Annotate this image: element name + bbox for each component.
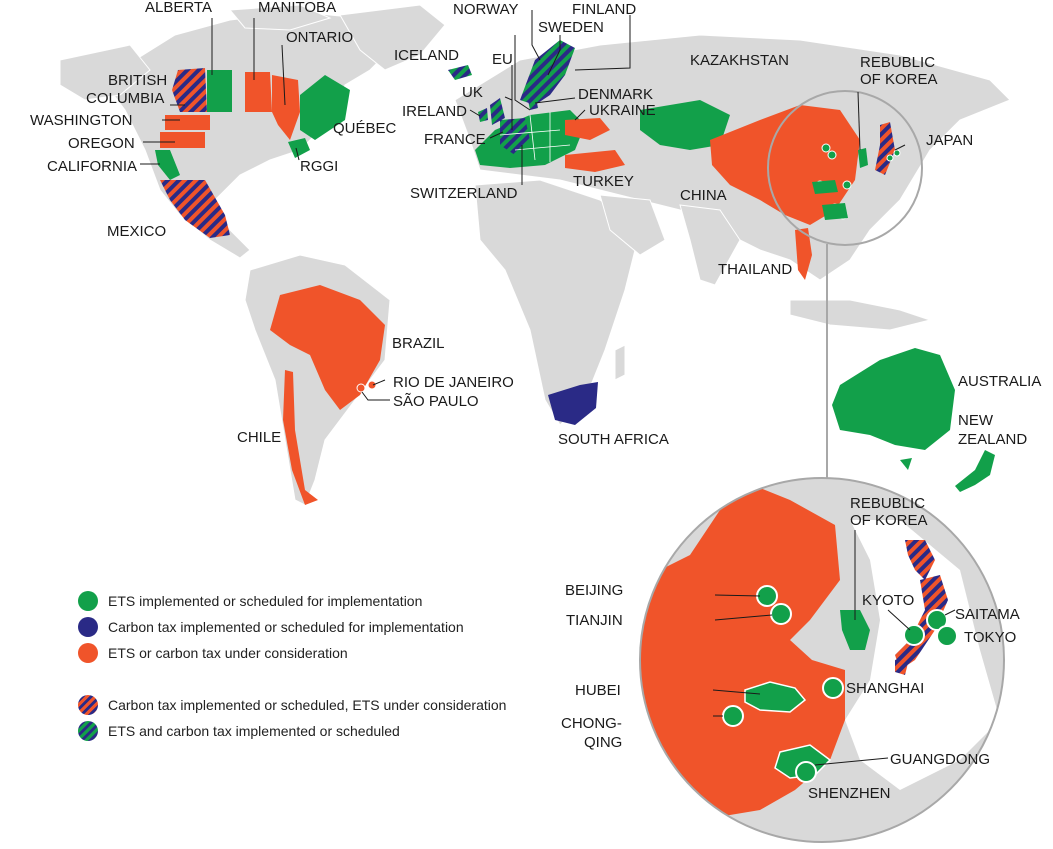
kyoto-marker [904, 625, 924, 645]
label-alberta: ALBERTA [145, 0, 212, 16]
label-inset-korea-1: REBUBLIC [850, 495, 926, 512]
guangdong-small [822, 203, 848, 220]
label-chongqing-2: QING [584, 734, 623, 751]
label-washington: WASHINGTON [30, 112, 133, 129]
label-south-africa: SOUTH AFRICA [558, 431, 669, 448]
label-new-zealand-1: NEW [958, 412, 993, 429]
label-tokyo: TOKYO [964, 629, 1017, 646]
label-hubei: HUBEI [575, 682, 621, 699]
label-quebec: QUÉBEC [333, 120, 397, 137]
label-california: CALIFORNIA [47, 158, 138, 175]
indonesia-land [790, 300, 930, 330]
label-iceland: ICELAND [394, 47, 460, 64]
legend-swatch-ets-and-tax [78, 721, 98, 741]
tianjin-marker [771, 604, 791, 624]
legend-label-ets: ETS implemented or scheduled for implementation [108, 593, 423, 609]
label-turkey: TURKEY [573, 173, 634, 190]
tokyo-marker [937, 626, 957, 646]
label-mexico: MEXICO [107, 223, 167, 240]
shenzhen-marker [796, 762, 816, 782]
label-norway: NORWAY [453, 1, 519, 18]
label-ireland: IRELAND [402, 103, 468, 120]
label-chile: CHILE [237, 429, 282, 446]
legend-label-tax-ets-consideration: Carbon tax implemented or scheduled, ETS under consideration [108, 697, 507, 713]
label-guangdong: GUANGDONG [890, 751, 991, 768]
alberta-region [207, 70, 232, 112]
label-sweden: SWEDEN [538, 19, 604, 36]
legend-item-carbon-tax [78, 614, 558, 640]
iceland-region [448, 65, 472, 80]
legend-label-consideration: ETS or carbon tax under consideration [108, 645, 348, 661]
legend-item-consideration [78, 640, 558, 666]
australia-region [832, 348, 955, 450]
label-uk: UK [462, 84, 483, 101]
label-thailand: THAILAND [718, 261, 793, 278]
label-kazakhstan: KAZAKHSTAN [690, 52, 789, 69]
tasmania-region [900, 458, 912, 470]
legend-item-tax-ets-consideration [78, 692, 558, 718]
label-sao-paulo: SÃO PAULO [393, 393, 479, 410]
label-rio: RIO DE JANEIRO [393, 374, 514, 391]
legend-label-carbon-tax: Carbon tax implemented or scheduled for implementation [108, 619, 464, 635]
label-japan: JAPAN [926, 132, 974, 149]
label-shanghai: SHANGHAI [846, 680, 925, 697]
label-new-zealand-2: ZEALAND [958, 431, 1028, 448]
label-oregon: OREGON [68, 135, 135, 152]
label-saitama: SAITAMA [955, 606, 1020, 623]
legend-label-ets-and-tax: ETS and carbon tax implemented or scheduled [108, 723, 400, 739]
madagascar-land [615, 345, 625, 380]
label-france: FRANCE [424, 131, 486, 148]
label-british-columbia-2: COLUMBIA [86, 90, 165, 107]
label-shenzhen: SHENZHEN [808, 785, 891, 802]
rio-de-janeiro-marker [368, 381, 376, 389]
manitoba-region [245, 72, 272, 112]
label-brazil: BRAZIL [392, 335, 445, 352]
legend-item-ets-and-tax [78, 718, 558, 744]
label-inset-korea-2: OF KOREA [850, 512, 928, 529]
legend-swatch-carbon-tax [78, 617, 98, 637]
label-denmark: DENMARK [578, 86, 654, 103]
label-eu: EU [492, 51, 513, 68]
legend-swatch-ets [78, 591, 98, 611]
hubei-small [812, 180, 838, 194]
label-kyoto: KYOTO [862, 592, 915, 609]
label-switzerland: SWITZERLAND [410, 185, 518, 202]
label-korea-1: REBUBLIC [860, 54, 936, 71]
oregon-region [160, 132, 205, 148]
label-rggi: RGGI [300, 158, 339, 175]
legend-item-ets [78, 588, 558, 614]
sao-paulo-marker [357, 384, 365, 392]
label-tianjin: TIANJIN [566, 612, 623, 629]
label-ontario: ONTARIO [286, 29, 354, 46]
shanghai-marker [823, 678, 843, 698]
legend [78, 588, 558, 744]
washington-region [165, 115, 210, 130]
label-chongqing-1: CHONG- [561, 715, 622, 732]
legend-swatch-consideration [78, 643, 98, 663]
legend-swatch-tax-ets-consideration [78, 695, 98, 715]
chongqing-marker [723, 706, 743, 726]
label-korea-2: OF KOREA [860, 71, 938, 88]
label-beijing: BEIJING [565, 582, 624, 599]
label-china: CHINA [680, 187, 727, 204]
label-ukraine: UKRAINE [589, 102, 656, 119]
label-finland: FINLAND [572, 1, 637, 18]
label-british-columbia-1: BRITISH [108, 72, 168, 89]
label-manitoba: MANITOBA [258, 0, 337, 16]
new-zealand-region [955, 450, 995, 492]
label-australia: AUSTRALIA [958, 373, 1042, 390]
